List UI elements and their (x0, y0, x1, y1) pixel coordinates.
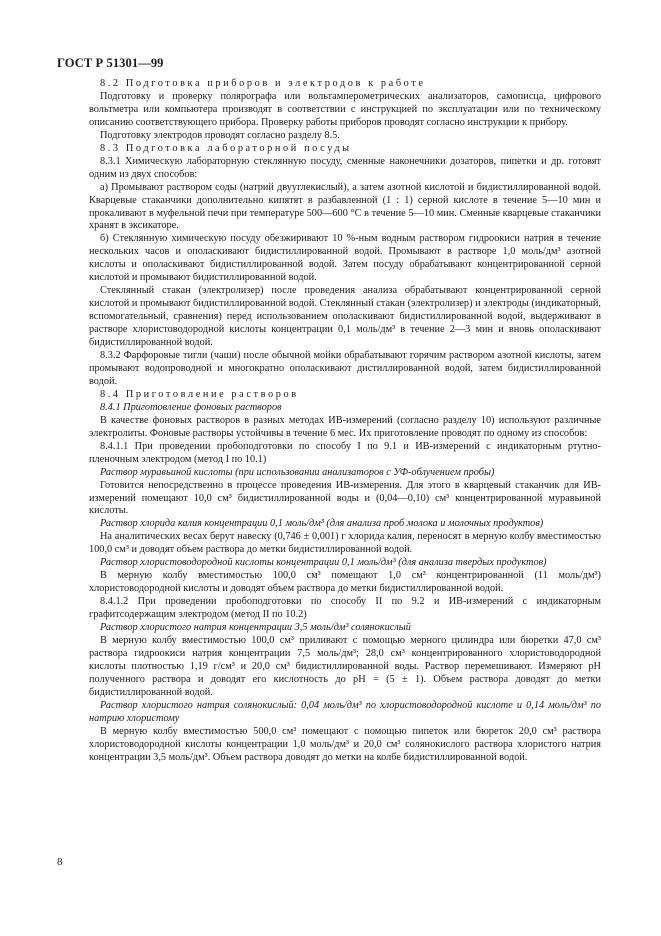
paragraph: б) Стеклянную химическую посуду обезжиривают 10 %-ным водным раствором гидроокиси натрия в течение нескольких часов и ополаскивают бидистиллированной водой. Промывают в растворе 1,0 моль/дм³ азотной кислоты и ополаскивают бидистиллированной водой. Затем посуду обрабатывают концентрированной серной кислотой и промывают бидистиллированной водой. (89, 233, 601, 284)
paragraph: Стеклянный стакан (электролизер) после проведения анализа обрабатывают концентрированной серной кислотой и промывают бидистиллированной водой. Стеклянный стакан (электролизер) и электроды (индикаторный, вспомогательный, сравнения) перед использованием ополаскивают бидистиллированной водой, выдерживают в растворе хлористоводородной кислоты концентрации 0,1 моль/дм³ в течение 2—3 мин и вновь ополаскивают бидистиллированной водой. (89, 285, 601, 349)
document-body (89, 78, 601, 765)
paragraph: Подготовку и проверку полярографа или вольтамперометрических анализаторов, самописца, цифрового вольтметра или компьютера производят в соответствии с инструкцией по эксплуатации или по техническому описанию соответствующего прибора. Проверку работы приборов проводят согласно инструкции к прибору. (89, 90, 601, 128)
paragraph: а) Промывают раствором соды (натрий двууглекислый), а затем азотной кислотой и бидистиллированной водой. Кварцевые стаканчики дополнительно кипятят в разбавленной (1 : 1) серной кислоте в течение 5—10 мин и прокаливают в муфельной печи при температуре 500—600 °С в течение 5—10 мин. Сменные кварцевые стаканчики хранят в эксикаторе. (89, 181, 601, 232)
italic-subheading: Раствор хлористого натрия концентрации 3,5 моль/дм³ солянокислый (100, 622, 411, 634)
standard-header: ГОСТ Р 51301—99 (57, 56, 164, 70)
paragraph: В мерную колбу вместимостью 100,0 см³ приливают с помощью мерного цилиндра или бюретки 47,0 см³ раствора гидроокиси натрия концентрации 7,5 моль/дм³; 28,0 см³ концентрированного хлористоводородной кислоты плотностью 1,19 г/см³ и 20,0 см³ бидистиллированной воды. Раствор перемешивают. Измеряют рН полученного раствора и доводят его кислотность до рН = (5 ± 1). Объем раствора доводят до метки бидистиллированной водой. (89, 634, 601, 698)
section-heading: 8.2 Подготовка приборов и электродов к работе (100, 78, 426, 89)
page-number: 8 (57, 856, 63, 868)
paragraph: Подготовку электродов проводят согласно разделу 8.5. (100, 129, 340, 141)
paragraph: В мерную колбу вместимостью 500,0 см³ помещают с помощью пипеток или бюреток 20,0 см³ раствора хлористоводородной кислоты концентрации 1,0 моль/дм³ и 20,0 см³ солянокислого раствора хлористого натрия концентрации 3,5 моль/дм³. Объем раствора доводят до метки на колбе бидистиллированной водой. (89, 725, 601, 763)
italic-subheading: Раствор хлористоводородной кислоты концентрации 0,1 моль/дм³ (для анализа твердых продуктов) (100, 557, 547, 569)
italic-subheading: Раствор муравьиной кислоты (при использовании анализаторов с УФ-облучением пробы) (100, 466, 495, 478)
paragraph: 8.4.1.2 При проведении пробоподготовки по способу II по 9.2 и ИВ-измерений с индикаторным графитсодержащим электродом (метод II по 10.2) (89, 596, 601, 621)
paragraph: 8.3.1 Химическую лабораторную стеклянную посуду, сменные наконечники дозаторов, пипетки и др. готовят одним из двух способов: (89, 155, 601, 180)
paragraph: На аналитических весах берут навеску (0,746 ± 0,001) г хлорида калия, переносят в мерную колбу вместимостью 100,0 см³ и доводят объем раствора до метки бидистиллированной водой. (89, 531, 601, 556)
paragraph: В качестве фоновых растворов в разных методах ИВ-измерений (согласно разделу 10) используют различные электролиты. Фоновые растворы устойчивы в течение 6 мес. Их приготовление проводят по одному из способов: (89, 414, 601, 439)
paragraph: Готовится непосредственно в процессе проведения ИВ-измерения. Для этого в кварцевый стаканчик для ИВ-измерений помещают 10,0 см³ бидистиллированной воды и (0,04—0,10) см³ концентрированной муравьиной кислоты. (89, 479, 601, 517)
section-heading: 8.4 Приготовление растворов (100, 388, 299, 400)
italic-subheading: Раствор хлористого натрия солянокислый: 0,04 моль/дм³ по хлористоводородной кислоте и 0,14 моль/дм³ по натрию хлористому (89, 699, 601, 724)
italic-subheading: Раствор хлорида калия концентрации 0,1 моль/дм³ (для анализа проб молока и молочных продуктов) (100, 518, 544, 530)
paragraph: 8.3.2 Фарфоровые тигли (чаши) после обычной мойки обрабатывают горячим раствором азотной кислоты, затем промывают водопроводной и многократно ополаскивают дистиллированной водой, затем бидистиллированной водой. (89, 350, 601, 387)
paragraph: 8.4.1.1 При проведении пробоподготовки по способу I по 9.1 и ИВ-измерений с индикаторным ртутно-пленочным электродом (метод I по 10.1) (89, 440, 601, 465)
section-heading: 8.3 Подготовка лабораторной посуды (100, 142, 352, 154)
italic-subheading: 8.4.1 Приготовление фоновых растворов (100, 401, 282, 413)
paragraph: В мерную колбу вместимостью 100,0 см³ помещают 1,0 см³ концентрированной (11 моль/дм³) хлористоводородной кислоты и доводят объем раствора до метки бидистиллированной водой. (89, 570, 601, 595)
